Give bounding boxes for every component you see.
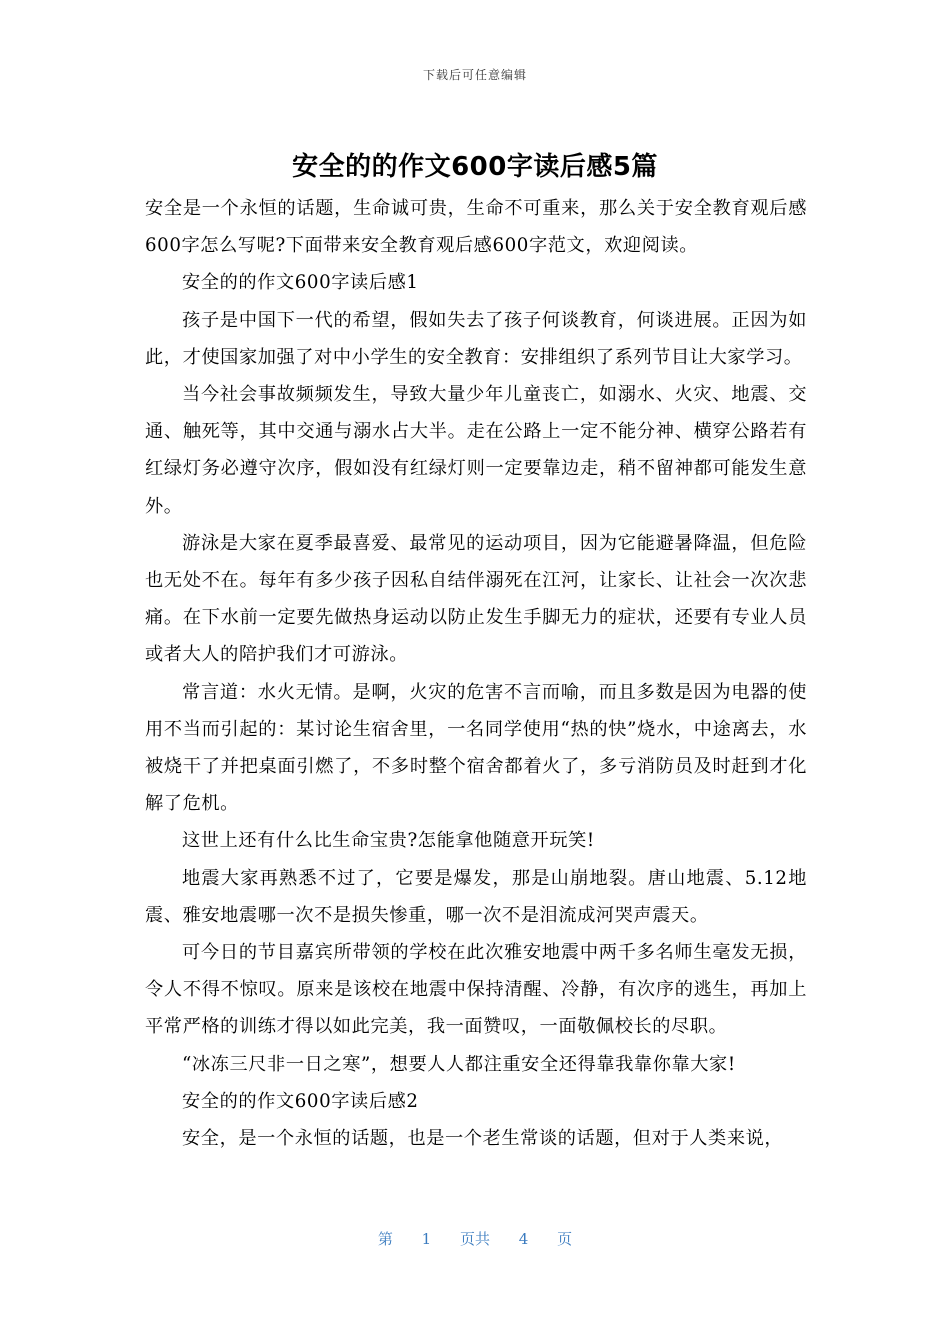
paragraph: 当今社会事故频频发生，导致大量少年儿童丧亡，如溺水、火灾、地震、交通、触死等，其中交通与溺水占大半。走在公路上一定不能分神、横穿公路若有红绿灯务必遵守次序，假如没有红绿灯则一定要靠边走，稍不留神都可能发生意外。 — [145, 384, 807, 517]
footer-prefix: 第 — [377, 1230, 393, 1248]
footer-suffix: 页 — [557, 1230, 573, 1248]
section-heading-2: 安全的的作文600字读后感2 — [182, 1090, 419, 1112]
paragraph: 这世上还有什么比生命宝贵?怎能拿他随意开玩笑! — [182, 830, 595, 852]
paragraph: 孩子是中国下一代的希望，假如失去了孩子何谈教育，何谈进展。正因为如此，才使国家加强了对中小学生的安全教育：安排组织了系列节目让大家学习。 — [145, 309, 807, 368]
page-footer — [0, 1228, 950, 1249]
paragraph: 可今日的节目嘉宾所带领的学校在此次雅安地震中两千多名师生毫发无损，令人不得不惊叹。原来是该校在地震中保持清醒、冷静，有次序的逃生，再加上平常严格的训练才得以如此完美，我一面赞叹，一面敬佩校长的尽职。 — [145, 942, 807, 1038]
footer-middle: 页共 — [459, 1230, 490, 1248]
paragraph: 地震大家再熟悉不过了，它要是爆发，那是山崩地裂。唐山地震、5.12地震、雅安地震哪一次不是损失惨重，哪一次不是泪流成河哭声震天。 — [145, 867, 807, 926]
paragraph: 常言道：水火无情。是啊，火灾的危害不言而喻，而且多数是因为电器的使用不当而引起的：某讨论生宿舍里，一名同学使用“热的快”烧水，中途离去，水被烧干了并把桌面引燃了，不多时整个宿舍都着火了，多亏消防员及时赶到才化解了危机。 — [145, 681, 807, 815]
document-body — [145, 190, 807, 1157]
paragraph: “冰冻三尺非一日之寒”，想要人人都注重安全还得靠我靠你靠大家! — [182, 1053, 736, 1075]
header-note: 下载后可任意编辑 — [422, 68, 527, 82]
paragraph: 游泳是大家在夏季最喜爱、最常见的运动项目，因为它能避暑降温，但危险也无处不在。每年有多少孩子因私自结伴溺死在江河，让家长、让社会一次次悲痛。在下水前一定要先做热身运动以防止发生手脚无力的症状，还要有专业人员或者大人的陪护我们才可游泳。 — [145, 532, 807, 666]
document-title: 安全的的作文600字读后感5篇 — [292, 152, 658, 182]
paragraph-intro: 安全是一个永恒的话题，生命诚可贵，生命不可重来，那么关于安全教育观后感600字怎么写呢?下面带来安全教育观后感600字范文，欢迎阅读。 — [145, 198, 807, 257]
footer-page-number: 1 — [421, 1230, 432, 1248]
section-heading-1: 安全的的作文600字读后感1 — [182, 272, 419, 294]
footer-total-pages: 4 — [518, 1230, 529, 1248]
paragraph: 安全，是一个永恒的话题，也是一个老生常谈的话题，但对于人类来说， — [182, 1128, 784, 1150]
